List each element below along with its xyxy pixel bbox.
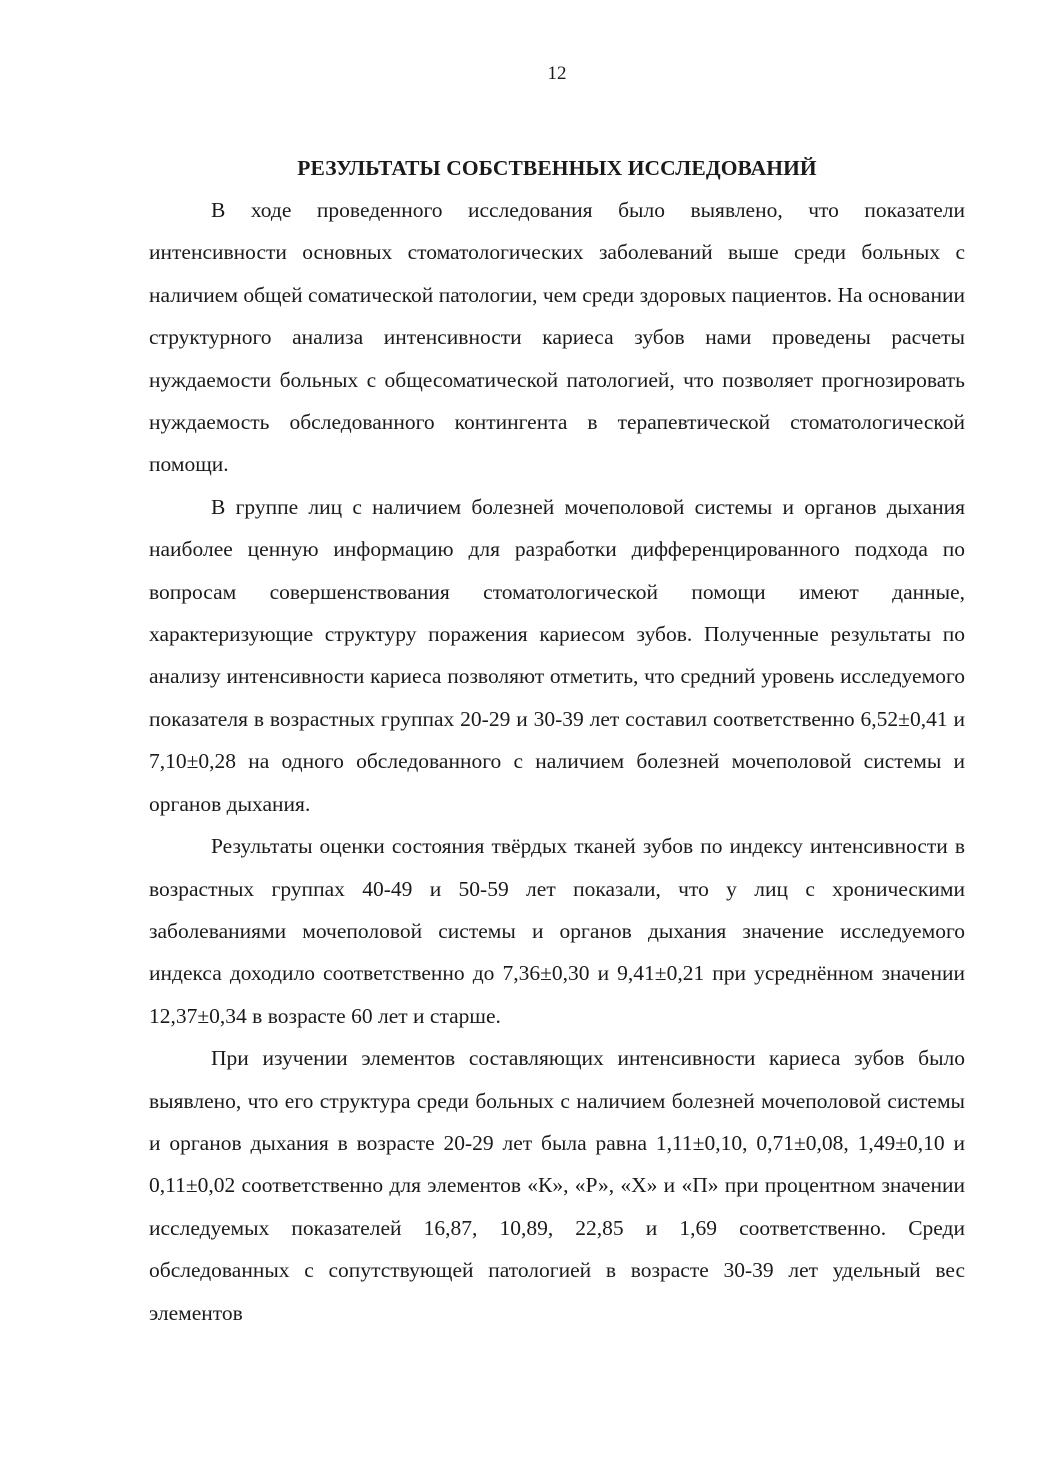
page-content <box>149 147 965 1334</box>
page-number: 12 <box>547 63 567 84</box>
paragraph-1: В ходе проведенного исследования было выявлено, что показатели интенсивности основных стоматологических заболеваний выше среди больных с наличием общей соматической патологии, чем среди здоровых пациентов. На основании структурного анализа интенсивности кариеса зубов нами проведены расчеты нуждаемости больных с общесоматической патологией, что позволяет прогнозировать нуждаемость обследованного контингента в терапевтической стоматологической помощи. <box>149 198 965 477</box>
paragraph-3: Результаты оценки состояния твёрдых тканей зубов по индексу интенсивности в возрастных группах 40-49 и 50-59 лет показали, что у лиц с хроническими заболеваниями мочеполовой системы и органов дыхания значение исследуемого индекса доходило соответственно до 7,36±0,30 и 9,41±0,21 при усреднённом значении 12,37±0,34 в возрасте 60 лет и старше. <box>149 834 965 1028</box>
paragraph-4: При изучении элементов составляющих интенсивности кариеса зубов было выявлено, что его структура среди больных с наличием болезней мочеполовой системы и органов дыхания в возрасте 20-29 лет была равна 1,11±0,10, 0,71±0,08, 1,49±0,10 и 0,11±0,02 соответственно для элементов «К», «Р», «Х» и «П» при процентном значении исследуемых показателей 16,87, 10,89, 22,85 и 1,69 соответственно. Среди обследованных с сопутствующей патологией в возрасте 30-39 лет удельный вес элементов <box>149 1046 965 1325</box>
paragraph-2: В группе лиц с наличием болезней мочеполовой системы и органов дыхания наиболее ценную информацию для разработки дифференцированного подхода по вопросам совершенствования стоматологической помощи имеют данные, характеризующие структуру поражения кариесом зубов. Полученные результаты по анализу интенсивности кариеса позволяют отметить, что средний уровень исследуемого показателя в возрастных группах 20-29 и 30-39 лет составил соответственно 6,52±0,41 и 7,10±0,28 на одного обследованного с наличием болезней мочеполовой системы и органов дыхания. <box>149 494 965 816</box>
section-heading: РЕЗУЛЬТАТЫ СОБСТВЕННЫХ ИССЛЕДОВАНИЙ <box>297 156 817 180</box>
